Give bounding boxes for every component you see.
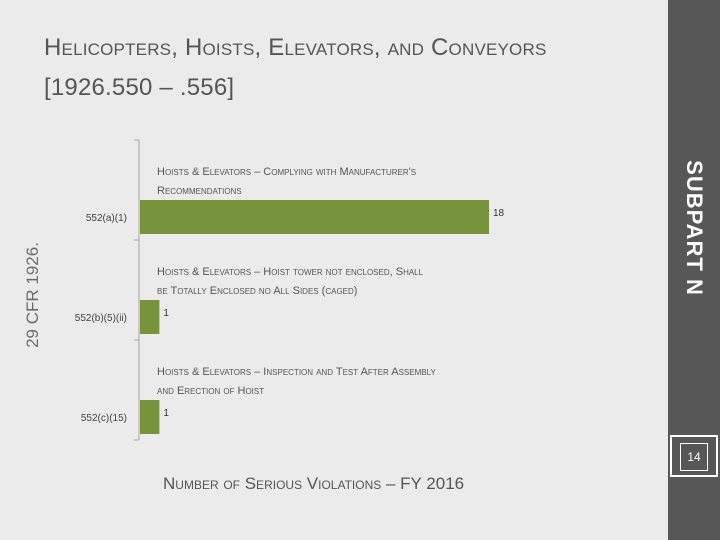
title-line-1: Helicopters, Hoists, Elevators, and Conveyors [44, 34, 547, 61]
category-name: Recommendations [157, 185, 242, 197]
cfr-axis-label: 29 CFR 1926. [23, 242, 42, 348]
chart-footer: Number of Serious Violations – FY 2016 [163, 474, 465, 493]
title-line-2: [1926.550 – .556] [44, 74, 235, 101]
category-name: Hoists & Elevators – Complying with Manufacturer's [157, 166, 417, 178]
category-tick-label: 552(b)(5)(ii) [74, 313, 127, 324]
bar-data-label: 1 [163, 408, 169, 419]
page-number: 14 [680, 443, 708, 471]
bar [140, 300, 159, 334]
category-name: Hoists & Elevators – Inspection and Test After Assembly [157, 366, 436, 378]
category-name: be Totally Enclosed no All Sides (caged) [157, 285, 358, 297]
category-tick-label: 552(a)(1) [85, 213, 127, 224]
bar [140, 400, 159, 434]
category-name: Hoists & Elevators – Hoist tower not enclosed, Shall [157, 266, 424, 278]
bar-data-label: 1 [163, 308, 169, 319]
category-tick-label: 552(c)(15) [80, 413, 127, 424]
bar-data-label: 18 [493, 208, 505, 219]
bar [140, 200, 489, 234]
page-number-box [670, 435, 718, 477]
subpart-label: SUBPART N [682, 160, 707, 296]
category-name: and Erection of Hoist [157, 385, 265, 397]
